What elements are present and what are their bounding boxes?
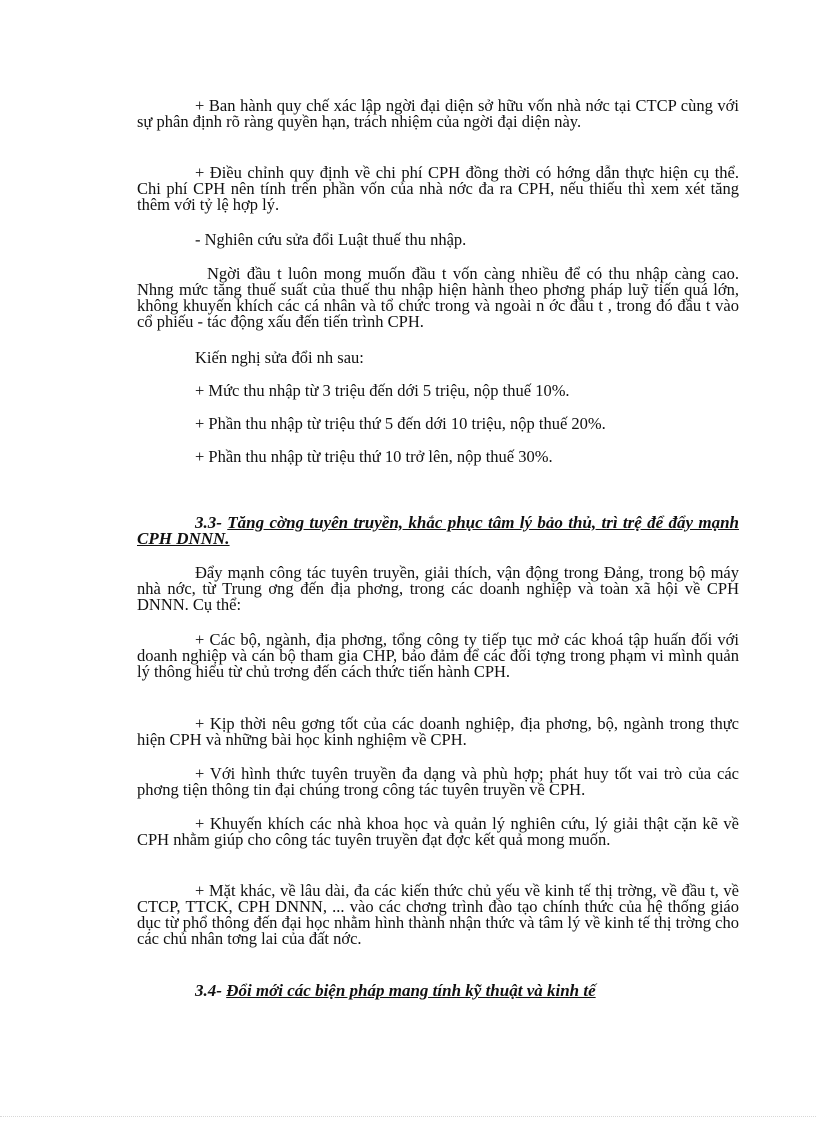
paragraph-media: + Với hình thức tuyên truyền đa dạng và phù hợp; phát huy tốt vai trò của các phơng tiện thông tin đại chúng trong công tác tuyên truyền về CPH. xyxy=(137,764,739,799)
paragraph-cph-cost: + Điều chỉnh quy định về chi phí CPH đồng thời có hớng dẫn thực hiện cụ thể. Chi phí CPH nên tính trên phần vốn của nhà nớc đa ra CPH, nếu thiếu thì xem xét tăng thêm với tỷ lệ hợp lý. xyxy=(137,163,739,214)
paragraph-tax-bracket-10: + Mức thu nhập từ 3 triệu đến dới 5 triệu, nộp thuế 10%. xyxy=(195,381,570,400)
section-heading-3-4 xyxy=(195,983,755,999)
paragraph-income-tax-law: - Nghiên cứu sửa đổi Luật thuế thu nhập. xyxy=(195,230,467,249)
paragraph-training-courses: + Các bộ, ngành, địa phơng, tổng công ty tiếp tục mở các khoá tập huấn đối với doanh nghiệp và cán bộ tham gia CHP, bảo đảm để các đối tợng trong phạm vi mình quản lý thông hiểu từ chủ trơng đến cách thức tiến hành CPH. xyxy=(137,630,739,681)
paragraph-tax-bracket-30: + Phần thu nhập từ triệu thứ 10 trở lên, nộp thuế 30%. xyxy=(195,447,553,466)
section-number: 3.4- xyxy=(195,981,222,1000)
paragraph-good-examples: + Kịp thời nêu gơng tốt của các doanh nghiệp, địa phơng, bộ, ngành trong thực hiện CPH và những bài học kinh nghiệm về CPH. xyxy=(137,714,739,749)
paragraph-proposal-intro: Kiến nghị sửa đổi nh sau: xyxy=(195,348,364,367)
section-title: Tăng cờng tuyên truyền, khắc phục tâm lý bảo thủ, trì trệ để đẩy mạnh CPH DNNN. xyxy=(137,513,739,548)
paragraph-tax-bracket-20: + Phần thu nhập từ triệu thứ 5 đến dới 10 triệu, nộp thuế 20%. xyxy=(195,414,606,433)
paragraph-representative-rules: + Ban hành quy chế xác lập ngời đại diện sở hữu vốn nhà nớc tại CTCP cùng với sự phân định rõ ràng quyền hạn, trách nhiệm của ngời đại diện này. xyxy=(137,96,739,131)
section-number: 3.3- xyxy=(195,513,222,532)
paragraph-research: + Khuyến khích các nhà khoa học và quản lý nghiên cứu, lý giải thật cặn kẽ về CPH nhằm giúp cho công tác tuyên truyền đạt đợc kết quả mong muốn. xyxy=(137,814,739,849)
page-bottom-border xyxy=(0,1116,816,1117)
paragraph-investor-income: Ngời đầu t luôn mong muốn đầu t vốn càng nhiều để có thu nhập càng cao. Nhng mức tăng thuế suất của thuế thu nhập hiện hành theo phơng pháp luỹ tiến quá lớn, không khuyến khích các cá nhân và tổ chức trong và ngoài n ớc đầu t , trong đó đầu t vào cổ phiếu - tác động xấu đến tiến trình CPH. xyxy=(137,264,739,331)
section-heading-3-3 xyxy=(137,515,739,547)
paragraph-education: + Mặt khác, về lâu dài, đa các kiến thức chủ yếu về kinh tế thị trờng, về đầu t, về CTCP, TTCK, CPH DNNN, ... vào các chơng trình đào tạo chính thức của hệ thống giáo dục từ phổ thông đến đại học nhằm hình thành nhận thức và tâm lý về kinh tế thị trờng cho các chủ nhân tơng lai của đất nớc. xyxy=(137,881,739,948)
section-title: Đổi mới các biện pháp mang tính kỹ thuật và kinh tế xyxy=(226,981,596,1000)
paragraph-propaganda-intro: Đẩy mạnh công tác tuyên truyền, giải thích, vận động trong Đảng, trong bộ máy nhà nớc, từ Trung ơng đến địa phơng, trong các doanh nghiệp và toàn xã hội về CPH DNNN. Cụ thể: xyxy=(137,563,739,614)
